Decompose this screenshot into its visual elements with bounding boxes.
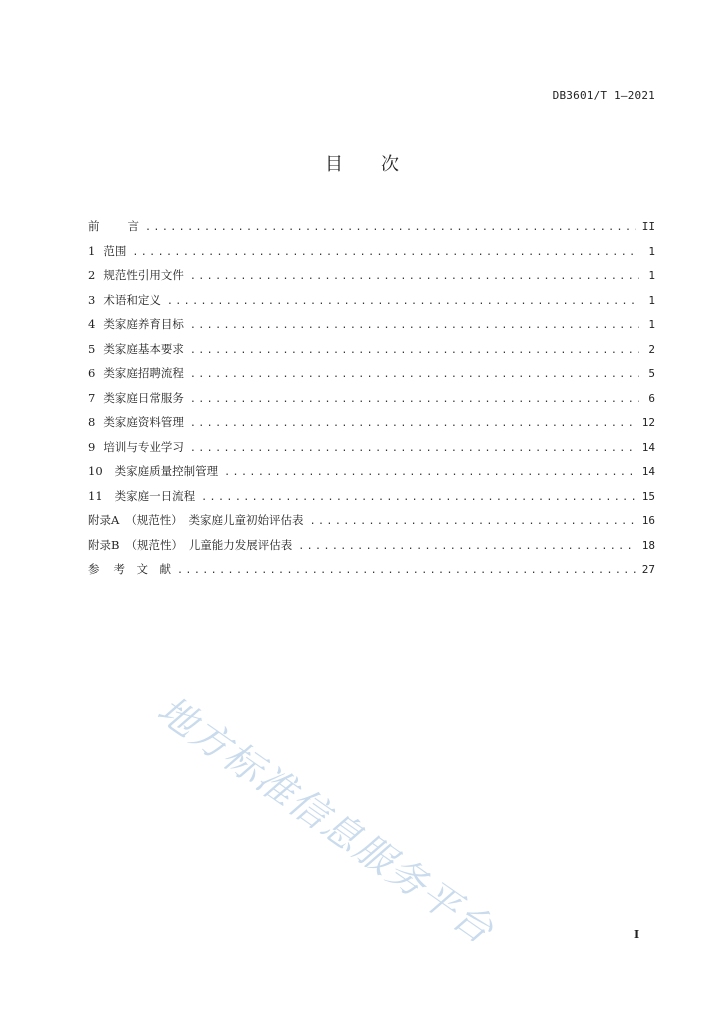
toc-entry-label: 言 — [127, 219, 139, 233]
dot-leader — [201, 492, 636, 503]
toc-entry-number: 5 — [88, 341, 96, 356]
toc-entry-appendix-b[interactable] — [88, 537, 655, 562]
toc-entry-label: 培训与专业学习 — [103, 439, 184, 454]
toc-entry-label: 范围 — [103, 243, 127, 258]
page-title: 目次 — [325, 154, 437, 175]
toc-entry-number: 附录A — [88, 513, 120, 527]
dot-leader — [190, 271, 639, 282]
toc-entry-quality-control[interactable] — [88, 463, 655, 488]
dot-leader — [190, 369, 639, 380]
toc-entry-page: 14 — [641, 465, 655, 478]
toc-entry-page: 5 — [648, 367, 655, 380]
toc-entry-number: 参 — [88, 562, 100, 576]
toc-entry-records[interactable] — [88, 414, 655, 439]
toc-entry-daily-process[interactable] — [88, 488, 655, 513]
toc-entry-label: 术语和定义 — [103, 292, 161, 307]
dot-leader — [190, 443, 636, 454]
toc-entry-label: 类家庭基本要求 — [103, 341, 184, 356]
dot-leader — [177, 565, 636, 576]
toc-entry-number: 3 — [88, 292, 96, 307]
dot-leader — [132, 247, 639, 258]
toc-entry-daily-service[interactable] — [88, 390, 655, 415]
toc-entry-label: 类家庭资料管理 — [103, 415, 184, 429]
toc-entry-page: 1 — [648, 269, 655, 282]
toc-entry-label: 类家庭招聘流程 — [103, 366, 184, 380]
toc-entry-number: 4 — [88, 317, 96, 331]
watermark: 地方标准信息服务平台 — [149, 687, 503, 953]
toc-entry-page: 6 — [648, 391, 655, 405]
toc-entry-number: 10 — [88, 464, 103, 478]
dot-leader — [190, 418, 636, 429]
toc-entry-number: 7 — [88, 390, 96, 405]
toc-entry-page: II — [641, 220, 655, 233]
dot-leader — [190, 394, 639, 405]
toc-entry-training[interactable] — [88, 439, 655, 464]
toc-entry-label: 类家庭日常服务 — [103, 390, 184, 405]
toc-entry-page: 1 — [648, 293, 655, 307]
dot-leader — [167, 296, 639, 307]
toc-entry-page: 14 — [641, 440, 655, 454]
dot-leader — [310, 516, 636, 527]
dot-leader — [190, 345, 639, 356]
toc-entry-page: 1 — [648, 318, 655, 331]
toc-entry-number: 前 — [88, 219, 100, 233]
toc-entry-page: 27 — [641, 563, 655, 576]
toc-entry-label: （规范性） 儿童能力发展评估表 — [125, 537, 293, 552]
table-of-contents — [88, 218, 655, 586]
toc-entry-page: 2 — [648, 342, 655, 356]
toc-entry-scope[interactable] — [88, 243, 655, 268]
toc-entry-page: 15 — [641, 489, 655, 503]
toc-entry-page: 12 — [641, 416, 655, 429]
toc-entry-recruitment[interactable] — [88, 365, 655, 390]
toc-entry-number: 6 — [88, 366, 96, 380]
toc-entry-page: 16 — [641, 514, 655, 527]
toc-entry-label: （规范性） 类家庭儿童初始评估表 — [125, 513, 304, 527]
toc-entry-normative-references[interactable] — [88, 267, 655, 292]
toc-entry-appendix-a[interactable] — [88, 512, 655, 537]
toc-entry-basic-requirements[interactable] — [88, 341, 655, 366]
toc-entry-number: 1 — [88, 243, 96, 258]
toc-entry-goals[interactable] — [88, 316, 655, 341]
toc-entry-page: 18 — [641, 538, 655, 552]
toc-entry-label: 类家庭质量控制管理 — [114, 464, 219, 478]
toc-entry-number: 附录B — [88, 537, 120, 552]
dot-leader — [298, 541, 636, 552]
toc-entry-number: 9 — [88, 439, 96, 454]
toc-entry-bibliography[interactable] — [88, 561, 655, 586]
toc-entry-label: 类家庭一日流程 — [114, 488, 196, 503]
dot-leader — [145, 222, 636, 233]
toc-entry-terms[interactable] — [88, 292, 655, 317]
dot-leader — [224, 467, 636, 478]
toc-entry-foreword[interactable] — [88, 218, 655, 243]
toc-entry-label: 规范性引用文件 — [103, 268, 184, 282]
toc-entry-label: 考 文 献 — [113, 562, 171, 576]
toc-entry-number: 8 — [88, 415, 96, 429]
document-code: DB3601/T 1—2021 — [552, 89, 655, 102]
toc-entry-number: 2 — [88, 268, 96, 282]
page-number: I — [634, 928, 640, 941]
dot-leader — [190, 320, 639, 331]
toc-entry-label: 类家庭养育目标 — [103, 317, 184, 331]
toc-entry-page: 1 — [648, 244, 655, 258]
toc-entry-number: 11 — [88, 488, 103, 503]
